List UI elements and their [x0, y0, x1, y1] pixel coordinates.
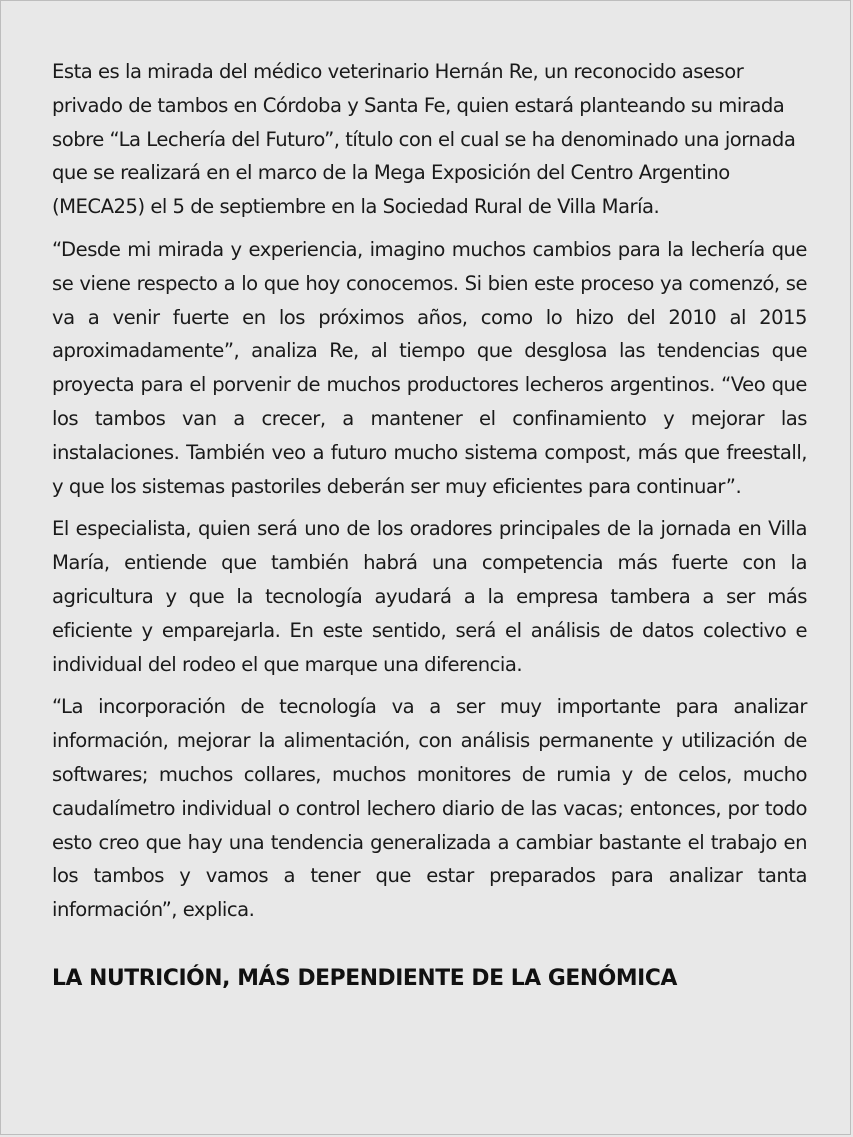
paragraph-2: “Desde mi mirada y experiencia, imagino muchos cambios para la lechería que se viene respecto a lo que hoy conocemos. Si bien este proceso ya comenzó, se va a venir fuerte en los próximos años, como lo hizo del 2010 al 2015 aproximadamente”, analiza Re, al tiempo que desglosa las tendencias que proyecta para el porvenir de muchos productores lecheros argentinos. “Veo que los tambos van a crecer, a mantener el confinamiento y mejorar las instalaciones. También veo a futuro mucho sistema compost, más que freestall, y que los sistemas pastoriles deberán ser muy eficientes para continuar”. — [52, 237, 807, 498]
paragraph-1: Esta es la mirada del médico veterinario Hernán Re, un reconocido asesor privado de tambos en Córdoba y Santa Fe, quien estará planteando su mirada sobre “La Lechería del Futuro”, título con el cual se ha denominado una jornada que se realizará en el marco de la Mega Exposición del Centro Argentino (MECA25) el 5 de septiembre en la Sociedad Rural de Villa María. — [52, 60, 796, 219]
section-heading: LA NUTRICIÓN, MÁS DEPENDIENTE DE LA GENÓMICA — [52, 965, 677, 991]
article-body — [52, 55, 807, 997]
paragraph-4: “La incorporación de tecnología va a ser muy importante para analizar información, mejorar la alimentación, con análisis permanente y utilización de softwares; muchos collares, muchos monitores de rumia y de celos, mucho caudalímetro individual o control lechero diario de las vacas; entonces, por todo esto creo que hay una tendencia generalizada a cambiar bastante el trabajo en los tambos y vamos a tener que estar preparados para analizar tanta información”, explica. — [52, 695, 807, 922]
paragraph-3: El especialista, quien será uno de los oradores principales de la jornada en Villa María, entiende que también habrá una competencia más fuerte con la agricultura y que la tecnología ayudará a la empresa tambera a ser más eficiente y emparejarla. En este sentido, será el análisis de datos colectivo e individual del rodeo el que marque una diferencia. — [52, 517, 807, 676]
